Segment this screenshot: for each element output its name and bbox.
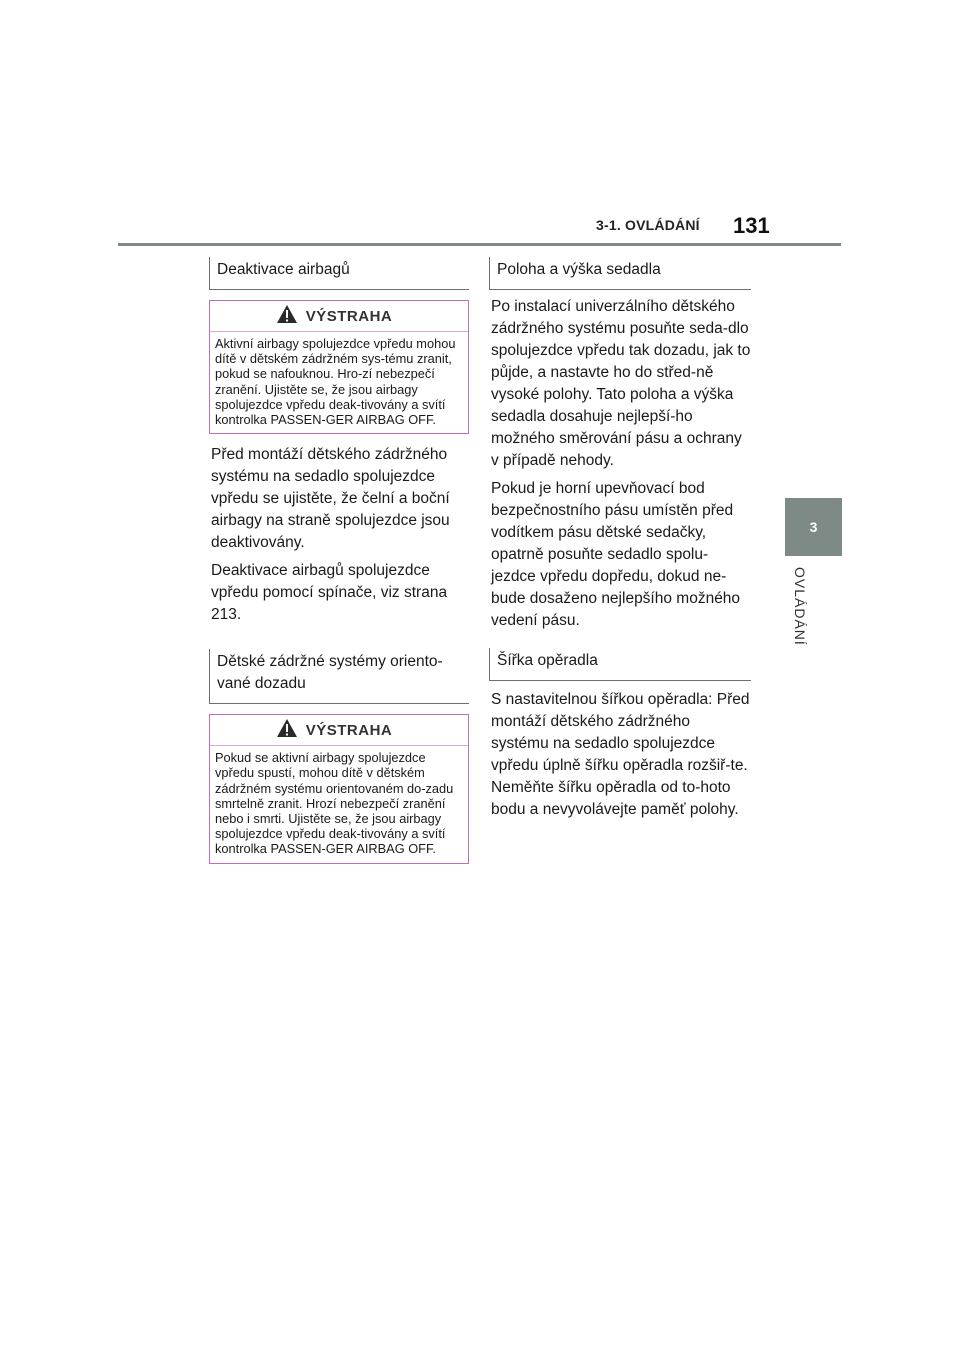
warning-text-1: Aktivní airbagy spolujezdce vpředu mohou dítě v dětském zádržném sys-tému zranit, pokud se nafouknou. Hro-zí nebezpečí zranění. Ujistěte se, že jsou airbagy spolujezdce vpředu deak-tivovány a svítí kontrolka PASSEN-GER AIRBAG OFF. <box>215 336 456 428</box>
section-title: 3-1. OVLÁDÁNÍ <box>596 217 700 233</box>
chapter-tab-label: OVLÁDÁNÍ <box>792 567 808 646</box>
warning-box-2 <box>209 714 469 863</box>
subheading-rear-facing-seats: Dětské zádržné systémy oriento-vané dozadu <box>209 649 469 704</box>
subheading-backrest-width: Šířka opěradla <box>489 648 751 681</box>
left-column <box>209 257 469 864</box>
chapter-tab-number: 3 <box>809 519 818 535</box>
warning-header-2 <box>210 715 468 746</box>
subheading-seat-position: Poloha a výška sedadla <box>489 257 751 290</box>
subheading-airbag-deactivation: Deaktivace airbagů <box>209 257 469 290</box>
warning-box-1 <box>209 300 469 434</box>
paragraph-belt-anchor: Pokud je horní upevňovací bod bezpečnostního pásu umístěn před vodítkem pásu dětské sedačky, opatrně posuňte sedadlo spolu-jezdce vpředu dopředu, dokud ne-bude dosaženo nejlepšího možného vedení pásu. <box>491 480 741 629</box>
warning-title-1: VÝSTRAHA <box>305 307 393 325</box>
warning-triangle-icon <box>276 304 298 329</box>
warning-triangle-icon <box>276 718 298 743</box>
warning-text-2: Pokud se aktivní airbagy spolujezdce vpředu spustí, mohou dítě v dětském zádržném systému orientovaném do-zadu smrtelně zranit. Hrozí nebezpečí zranění nebo i smrti. Ujistěte se, že jsou airbagy spolujezdce vpředu deak-tivovány a svítí kontrolka PASSEN-GER AIRBAG OFF. <box>215 750 454 857</box>
chapter-tab[interactable] <box>785 498 842 556</box>
paragraph-deactivation-switch: Deaktivace airbagů spolujezdce vpředu pomocí spínače, viz strana 213. <box>211 562 448 624</box>
right-column <box>489 257 751 821</box>
warning-header-1 <box>210 301 468 332</box>
paragraph-seat-position: Po instalací univerzálního dětského zádržného systému posuňte seda-dlo spolujezdce vpředu tak dozadu, jak to půjde, a nastavte ho do střed-ně vysoké polohy. Tato poloha a výška sedadla dosahuje nejlepší-ho možného směrování pásu a ochrany v případě nehody. <box>491 298 751 469</box>
paragraph-before-mounting: Před montáží dětského zádržného systému na sedadlo spolujezdce vpředu se ujistěte, že čelní a boční airbagy na straně spolujezdce jsou deaktivovány. <box>211 446 450 552</box>
header-divider <box>118 243 841 246</box>
page-number: 131 <box>733 213 770 238</box>
paragraph-backrest-width: S nastavitelnou šířkou opěradla: Před montáží dětského zádržného systému na sedadlo spolujezdce vpředu úplně šířku opěradla rozšiř-te. Neměňte šířku opěradla od to-hoto bodu a nevyvolávejte paměť polohy. <box>491 691 750 818</box>
warning-title-2: VÝSTRAHA <box>305 721 393 739</box>
